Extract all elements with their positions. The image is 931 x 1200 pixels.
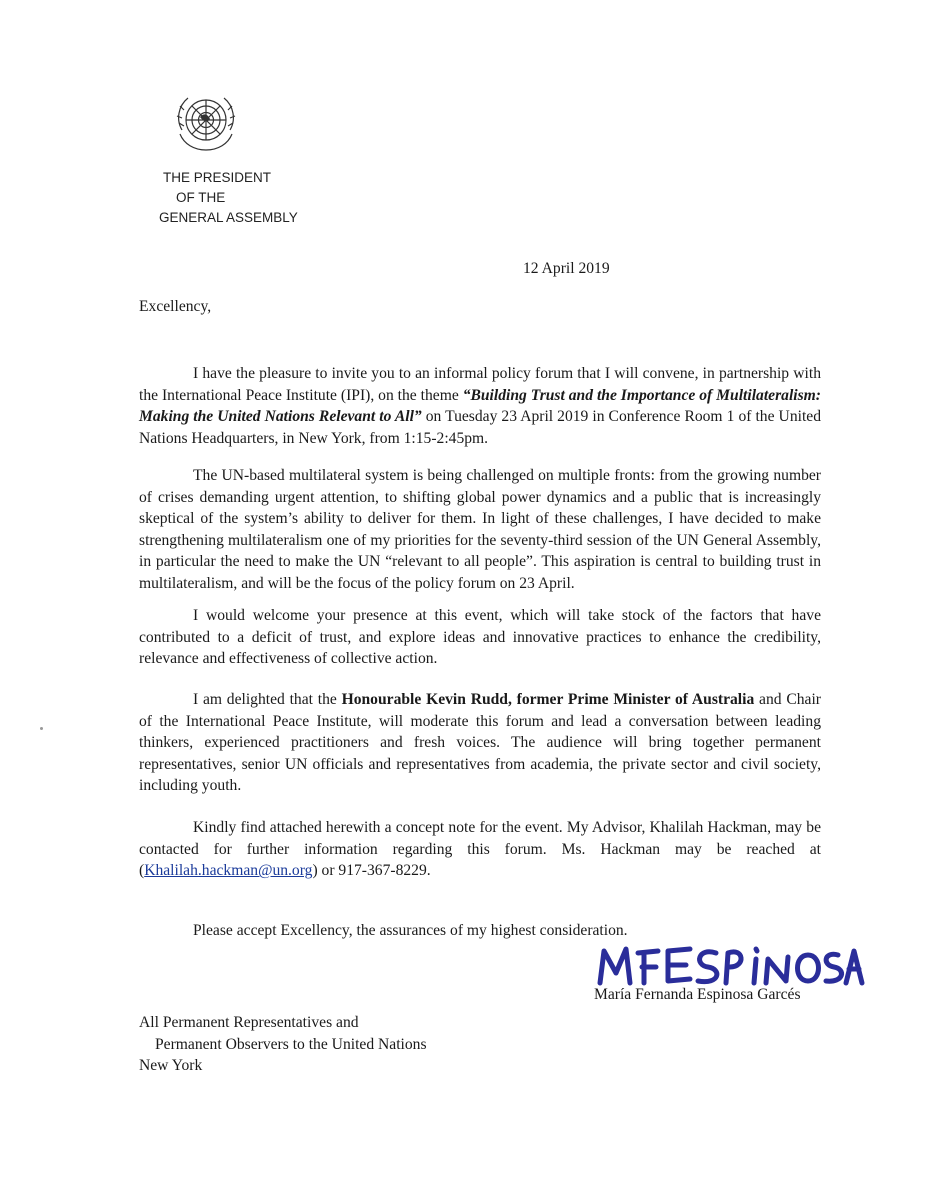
- letterhead-line-3: GENERAL ASSEMBLY: [159, 210, 298, 225]
- paragraph-invitation-text-a: I have the pleasure to invite you to an informal policy forum that I will convene, in partnership with the International Peace Institute (IPI), on the theme: [139, 365, 821, 404]
- paragraph-welcome: I would welcome your presence at this event, which will take stock of the factors that have contributed to a deficit of trust, and explore ideas and innovative practices to enhance the credibility, relevance and effectiveness of collective action.: [139, 607, 821, 668]
- paragraph-moderator-text-a: I am delighted that the: [193, 691, 342, 708]
- paragraph-context: The UN-based multilateral system is being challenged on multiple fronts: from the growing number of crises demanding urgent attention, to shifting global power dynamics and a public that is increasingly skeptical of the system’s ability to deliver for them. In light of these challenges, I have decided to make strengthening multilateralism one of my priorities for the seventy-third session of the UN General Assembly, in particular the need to make the UN “relevant to all people”. This aspiration is central to building trust in multilateralism, and will be the focus of the policy forum on 23 April.: [139, 467, 821, 592]
- paragraph-contact-text-a: Kindly find attached herewith a concept note for the event. My Advisor, Khalilah Hackman, may be contacted for further information regarding this forum. Ms. Hackman may be reached at (: [139, 819, 821, 880]
- forum-theme: “Building Trust and the Importance of Multilateralism: Making the United Nations Relevant to All”: [139, 386, 821, 426]
- letterhead-line-1: THE PRESIDENT: [163, 170, 272, 185]
- addressee-line-2: Permanent Observers to the United Nations: [155, 1035, 427, 1053]
- addressee-line-3: New York: [139, 1057, 203, 1075]
- paragraph-moderator-text-c: and Chair of the International Peace Institute, will moderate this forum and lead a conversation between leading thinkers, experienced practitioners and fresh voices. The audience will bring together permanent representatives, senior UN officials and representatives from academia, the private sector and civil society, including youth.: [139, 691, 821, 795]
- email-link[interactable]: Khalilah.hackman@un.org: [144, 862, 313, 880]
- signer-name: María Fernanda Espinosa Garcés: [594, 986, 801, 1003]
- moderator-name: Honourable Kevin Rudd, former Prime Minister of Australia: [341, 691, 755, 708]
- paragraph-invitation-text-c: on Tuesday 23 April 2019 in Conference Room 1 of the United Nations Headquarters, in New York, from 1:15-2:45pm.: [139, 408, 821, 447]
- addressee-block: [139, 1012, 427, 1077]
- un-emblem-icon: [170, 90, 242, 158]
- paragraph-invitation: [139, 363, 821, 449]
- paragraph-contact: [139, 817, 821, 882]
- letterhead-line-2: OF THE: [176, 190, 226, 205]
- paragraph-contact-text-c: ) or 917-367-8229.: [312, 862, 431, 880]
- scan-speck: [40, 727, 43, 730]
- closing-line: Please accept Excellency, the assurances of my highest consideration.: [193, 922, 628, 939]
- paragraph-moderator: [139, 689, 821, 797]
- letter-date: 12 April 2019: [523, 260, 610, 277]
- addressee-line-1: All Permanent Representatives and: [139, 1014, 359, 1031]
- salutation: Excellency,: [139, 298, 212, 315]
